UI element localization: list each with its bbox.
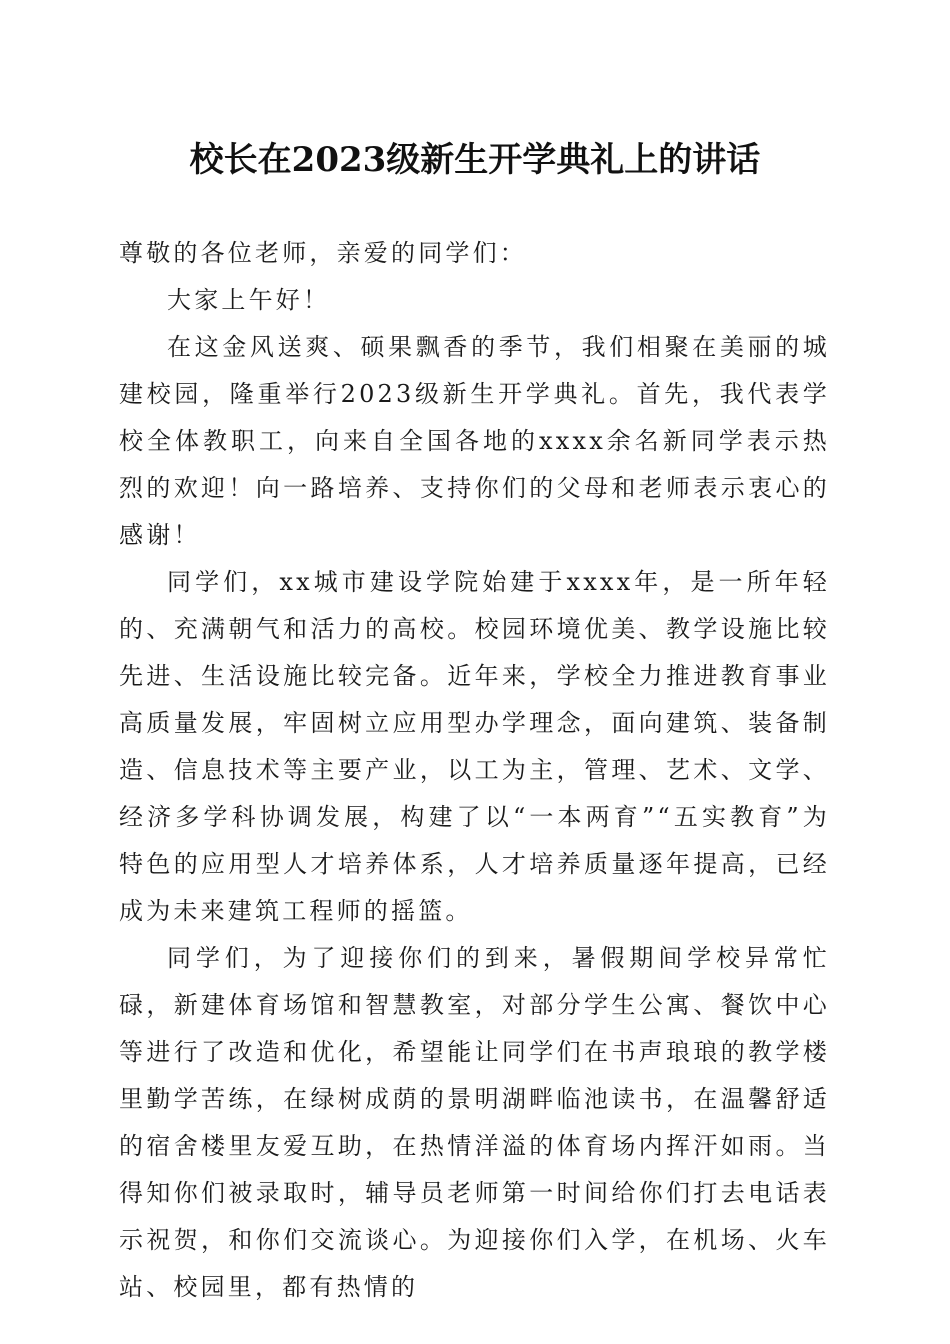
document-title: 校长在2023级新生开学典礼上的讲话 bbox=[189, 140, 761, 180]
salutation: 尊敬的各位老师，亲爱的同学们： bbox=[119, 239, 527, 267]
paragraph-preparations: 同学们，为了迎接你们的到来，暑假期间学校异常忙碌，新建体育场馆和智慧教室，对部分学生公寓、餐饮中心等进行了改造和优化，希望能让同学们在书声琅琅的教学楼里勤学苦练，在绿树成荫的景明湖畔临池读书，在温馨舒适的宿舍楼里友爱互助，在热情洋溢的体育场内挥汗如雨。当得知你们被录取时，辅导员老师第一时间给你们打去电话表示祝贺，和你们交流谈心。为迎接你们入学，在机场、火车站、校园里，都有热情的 bbox=[119, 944, 830, 1301]
paragraph-welcome: 在这金风送爽、硕果飘香的季节，我们相聚在美丽的城建校园，隆重举行2023级新生开学典礼。首先，我代表学校全体教职工，向来自全国各地的xxxx余名新同学表示热烈的欢迎！向一路培养、支持你们的父母和老师表示衷心的感谢！ bbox=[119, 333, 830, 549]
paragraph-school-intro: 同学们，xx城市建设学院始建于xxxx年，是一所年轻的、充满朝气和活力的高校。校园环境优美、教学设施比较先进、生活设施比较完备。近年来，学校全力推进教育事业高质量发展，牢固树立应用型办学理念，面向建筑、装备制造、信息技术等主要产业，以工为主，管理、艺术、文学、经济多学科协调发展，构建了以“一本两育”“五实教育”为特色的应用型人才培养体系，人才培养质量逐年提高，已经成为未来建筑工程师的摇篮。 bbox=[119, 568, 830, 925]
document-body bbox=[119, 230, 830, 1311]
paragraph-greeting: 大家上午好！ bbox=[167, 286, 331, 314]
